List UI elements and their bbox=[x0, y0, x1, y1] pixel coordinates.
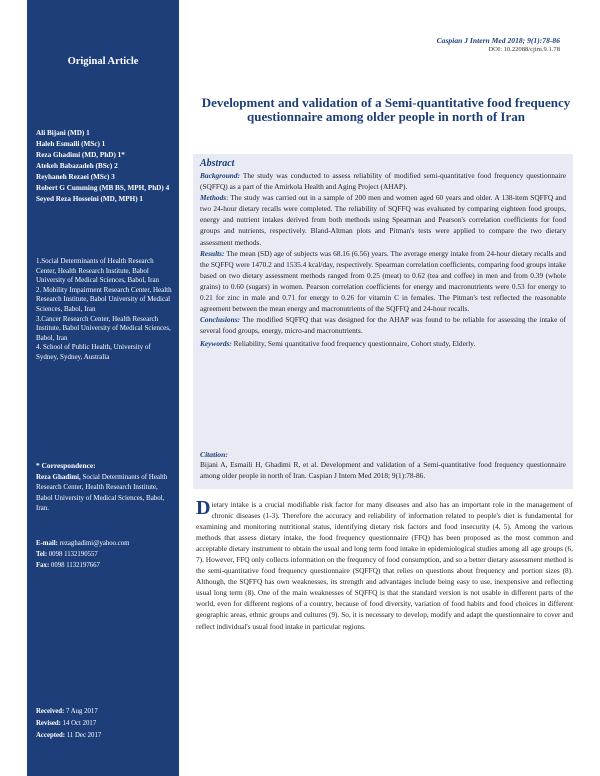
article-title: Development and validation of a Semi-quantitative food frequency questionnaire among older people in north of Iran bbox=[201, 95, 571, 124]
revised-label: Revised: bbox=[36, 720, 61, 727]
author: Reza Ghadimi (MD, PhD) 1* bbox=[36, 151, 125, 159]
introduction-body bbox=[196, 499, 573, 632]
tel-line bbox=[36, 549, 173, 560]
author: Reyhaneh Rezaei (MSc) 3 bbox=[36, 173, 115, 181]
keywords-text: Reliability, Semi quantitative food frequency questionnaire, Cohort study, Elderly. bbox=[231, 339, 476, 349]
affiliation: 3.Cancer Research Center, Health Research Institute, Babol University of Medical Sciences, Babol, Iran bbox=[36, 314, 171, 342]
keywords-label: Keywords: bbox=[200, 339, 232, 349]
fax-line bbox=[36, 560, 173, 571]
tel-number: 0098 1132190557 bbox=[47, 551, 98, 558]
author: Atekeh Babazadeh (BSc) 2 bbox=[36, 162, 118, 170]
citation-heading: Citation: bbox=[200, 450, 228, 459]
results-text: The mean (SD) age of subjects was 68.16 (6.56) years. The average energy intake from 24-hour dietary recalls and the SQFFQ were 1470.2 and 1535.4 kcal/day, respectively. Spearman correlation coefficients, comparing food groups intake based on two dietary assessment methods ranged from 0.25 (meat) to 0.62 (tea and coffee) in men and from 0.39 (whole grains) to 0.60 (sugars) in women. Pearson correlation coefficients for energy and macronutrients were 0.53 for energy to 0.21 for zinc in male and 0.71 for energy to 0.26 for vitamin C in females. The Pitman's test reflected the reasonable agreement between the mean energy and macronutrients of the SQFFQ and 24-hour recalls. bbox=[200, 248, 566, 314]
doi[interactable]: DOI: 10.22088/cjim.9.1.78 bbox=[488, 46, 560, 53]
abstract-results bbox=[200, 248, 566, 315]
methods-text: : The study was carried out in a sample of 200 men and women aged 60 years and older. A 138-item SQFFQ and two 24-hour dietary recalls were completed. The reliability of SQFFQ was evaluated by comparing eighteen food groups, energy and nutrient intakes derived from both methods using Spearman and Pearson's correlation coefficients for food groups and nutrients, respectively. Bland-Altman plots and Pitman's tests were applied to compare the two dietary assessment methods. bbox=[200, 193, 566, 247]
email-address[interactable]: rezaghadimi@yahoo.com bbox=[57, 540, 130, 547]
received-date bbox=[36, 706, 173, 718]
citation-box bbox=[193, 447, 573, 489]
abstract-heading: Abstract bbox=[200, 158, 235, 169]
introduction-paragraph: ietary intake is a crucial modifiable risk factor for many diseases and also has an important role in the management of chronic diseases (1-3). Therefore the accuracy and reliability of information related to people's diet is fundamental for examining and monitoring nutritional status, identifying dietary risk factors and food insecurity (4, 5). Among the various methods that assess dietary intake, the food frequency questionnaire (FFQ) has been proposed as the most common and acceptable dietary instrument to obtain the usual and long term food intake in epidemiological studies among all age groups (6, 7). However, FFQ only collects information on the frequency of food consumption, and so a better dietary assessment method is the semi-quantitative food frequency questionnaire (SQFFQ) that relies on questions about frequency and portion sizes (8). Although, the SQFFQ has own weaknesses, its strength and advantages include being easy to use, inexpensive and reflecting usual long term (8). One of the main weaknesses of SQFFQ is that the standard version is not usable in different parts of the world, even for different regions of a country, because of food diversity, variation of food habits and food choices in different geographic areas, ethnic groups and cultures (9). So, it is necessary to develop, modify and adapt the questionnaire to cover and reflect individual's usual food intake in particular regions. bbox=[196, 500, 574, 631]
background-text: The study was conducted to assess reliability of modified semi-quantitative food frequency questionnaire (SQFFQ) as a part of the Amirkola Health and Aging Project (AHAP). bbox=[200, 171, 566, 192]
methods-label: Methods bbox=[200, 193, 227, 203]
revised-date bbox=[36, 718, 173, 730]
author: Robert G Cumming (MB BS, MPH, PhD) 4 bbox=[36, 184, 170, 192]
received-value: 7 Aug 2017 bbox=[64, 708, 98, 715]
affiliation: 4. School of Public Health, University of Sydney, Sydney, Australia bbox=[36, 343, 151, 361]
email-label: E-mail: bbox=[36, 540, 58, 547]
author-list bbox=[36, 128, 173, 205]
correspondence-heading: * Correspondence: bbox=[36, 461, 96, 470]
author: Seyed Reza Hosseini (MD, MPH) 1 bbox=[36, 195, 143, 203]
article-type: Original Article bbox=[67, 56, 139, 67]
results-label: Results: bbox=[200, 248, 225, 258]
abstract-conclusions bbox=[200, 314, 566, 336]
fax-label: Fax: bbox=[36, 562, 50, 569]
received-label: Received: bbox=[36, 708, 65, 715]
revised-value: 14 Oct 2017 bbox=[60, 720, 97, 727]
correspondence-name: Reza Ghadimi, bbox=[36, 472, 81, 481]
correspondence-body bbox=[36, 472, 173, 514]
tel-label: Tel: bbox=[36, 551, 48, 558]
fax-number: 0098 1132197667 bbox=[49, 562, 100, 569]
drop-cap: D bbox=[196, 497, 211, 519]
citation-text: Bijani A, Esmaili H, Ghadimi R, et al. Development and validation of a Semi-quantitative food frequency questionnaire among older people in north of Iran. Caspian J Intern Med 2018; 9(1):78-86. bbox=[200, 460, 566, 480]
affiliation-list bbox=[36, 257, 173, 363]
correspondence-address: Social Determinants of Health Research Center, Health Research Institute, Babol University of Medical Sciences, Babol, Iran. bbox=[36, 472, 168, 512]
author: Haleh Esmaili (MSc) 1 bbox=[36, 140, 106, 148]
abstract-keywords bbox=[200, 338, 566, 349]
article-dates bbox=[36, 706, 173, 742]
conclusions-label: Conclusions: bbox=[200, 315, 240, 325]
author: Ali Bijani (MD) 1 bbox=[36, 129, 90, 137]
background-label: Background: bbox=[200, 171, 240, 180]
abstract-background bbox=[200, 170, 566, 192]
sidebar bbox=[27, 0, 179, 776]
journal-citation-header: Caspian J Intern Med 2018; 9(1):78-86 bbox=[436, 36, 560, 45]
accepted-value: 11 Dec 2017 bbox=[65, 732, 102, 739]
accepted-label: Accepted: bbox=[36, 732, 66, 739]
affiliation: 1.Social Determinants of Health Research Center, Health Research Institute, Babol University of Medical Sciences, Babol, Iran bbox=[36, 257, 160, 285]
email-line bbox=[36, 538, 173, 549]
abstract-methods bbox=[200, 192, 566, 247]
conclusions-text: The modified SQFFQ that was designed for the AHAP was found to be reliable for assessing the intake of several food groups, energy, micro-and macronutrients. bbox=[200, 315, 566, 336]
correspondence bbox=[36, 461, 173, 514]
accepted-date bbox=[36, 730, 173, 742]
affiliation: 2. Mobility Impairment Research Center, Health Research Institute, Babol University of Medical Sciences, Babol, Iran bbox=[36, 285, 172, 313]
abstract bbox=[193, 154, 573, 464]
contact-info bbox=[36, 538, 173, 571]
